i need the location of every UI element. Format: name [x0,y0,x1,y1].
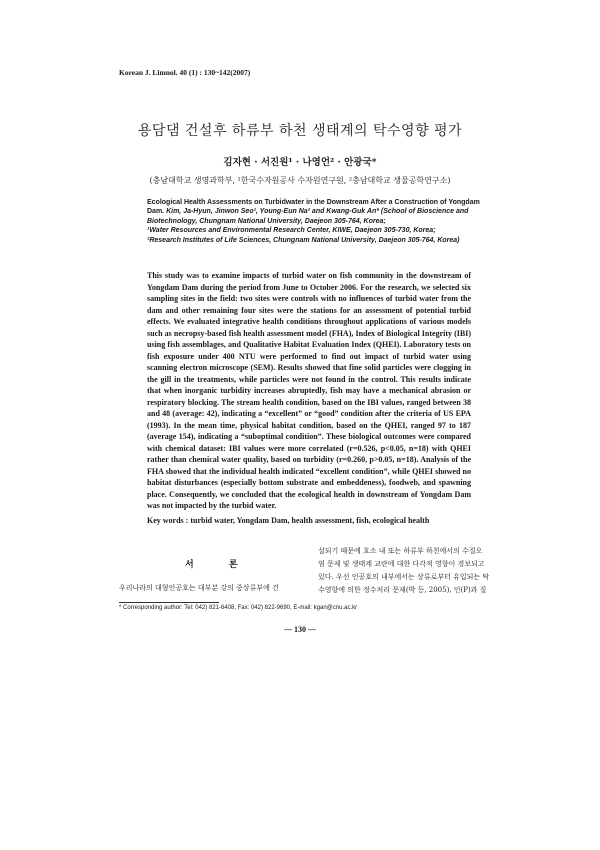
right-column-line: 염 문제 및 생태계 교란에 대한 다각적 영향이 경보되고 [318,560,485,568]
korean-affiliations: (충남대학교 생명과학부, ¹한국수자원공사 수자원연구원, ²충남대학교 생물공학연구소) [149,176,451,185]
english-affiliation-2: ²Research Institutes of Life Sciences, Chungnam National University, Daejeon 305-764, Korea) [147,236,460,244]
korean-title: 용담댐 건설후 하류부 하천 생태계의 탁수영향 평가 [137,123,463,139]
corresponding-author-footnote: * Corresponding author: Tel: 042) 821-6408, Fax: 042) 822-9690, E-mail: kgan@cnu.ac.kr [119,605,358,611]
page-number: — 130 — [284,625,316,634]
english-title: Ecological Health Assessments on Turbidwater in the Downstream After a Construction of Yongdam Dam. [147,199,480,216]
english-authors: Kim, Ja-Hyun, Jinwon Seo¹, Young-Eun Na² and Kwang-Guk An* (School of Bioscience and Biotechnology, Chungnam National University, Daejeon 305-764, Korea; [147,208,469,225]
english-affiliation-1: ¹Water Resources and Environmental Research Center, KIWE, Daejeon 305-730, Korea; [147,227,436,235]
keywords: Key words : turbid water, Yongdam Dam, health assessment, fish, ecological health [147,516,430,525]
section-heading: 서 론 [185,560,254,570]
abstract: This study was to examine impacts of turbid water on fish community in the downstream of Yongdam Dam during the period from June to October 2006. For the research, we selected six sampling sites in the field: two sites were controls with no influences of turbid water from the dam and other remaining four sites were the stations for an assessment of potential turbid effects. We evaluated integrative health conditions throughout applications of various models such as necropsy-based fish health assessment model (FHA), Index of Biological Integrity (IBI) using fish assemblages, and Qualitative Habitat Evaluation Index (QHEI). Laboratory tests on fish exposure under 400 NTU were performed to find out impact of turbid water using scanning electron microscope (SEM). Results showed that fine solid particles were clogging in the gill in the treatments, while particles were not found in the control. This results indicate that when inorganic turbidity increases abruptedly, fish may have a mechanical abrasion or respiratory blocking. The stream health condition, based on the IBI values, ranged between 38 and 48 (average: 42), indicating a “excellent” or “good” condition after the criteria of US EPA (1993). In the mean time, physical habitat condition, based on the QHEI, ranged 97 to 187 (average 154), indicating a “suboptimal condition”. These biological outcomes were compared with chemical dataset: IBI values were more correlated (r=0.526, p<0.05, n=18) with QHEI rather than chemical water quality, based on turbidity (r=0.260, p>0.05, n=18). Analysis of the FHA showed that the individual health indicated “excellent condition”, while QHEI showed no habitat disturbances (especially bottom substrate and embeddeness), foodweb, and spawning place. Consequently, we concluded that the ecological health in downstream of Yongdam Dam was not impacted by the turbid water. [147,271,471,510]
english-header [147,198,487,245]
right-column-line: 수영향에 의한 정수처리 문제(박 등, 2005), 인(P)과 질 [318,586,487,594]
korean-authors: 김자현 · 서진원¹ · 나영언² · 안광국* [223,157,377,168]
right-column-line: 있다. 우선 인공호의 내부에서는 상류로부터 유입되는 탁 [318,573,490,581]
journal-reference: Korean J. Limnol. 40 (1) : 130~142(2007) [119,68,251,77]
right-column-text [318,545,493,597]
left-column-text: 우리나라의 대형인공호는 대부분 강의 중상류부에 건 [119,584,279,592]
footnote-divider [119,602,219,603]
right-column-line: 설되기 때문에 호소 내 또는 하류부 하천에서의 수질오 [318,547,483,555]
